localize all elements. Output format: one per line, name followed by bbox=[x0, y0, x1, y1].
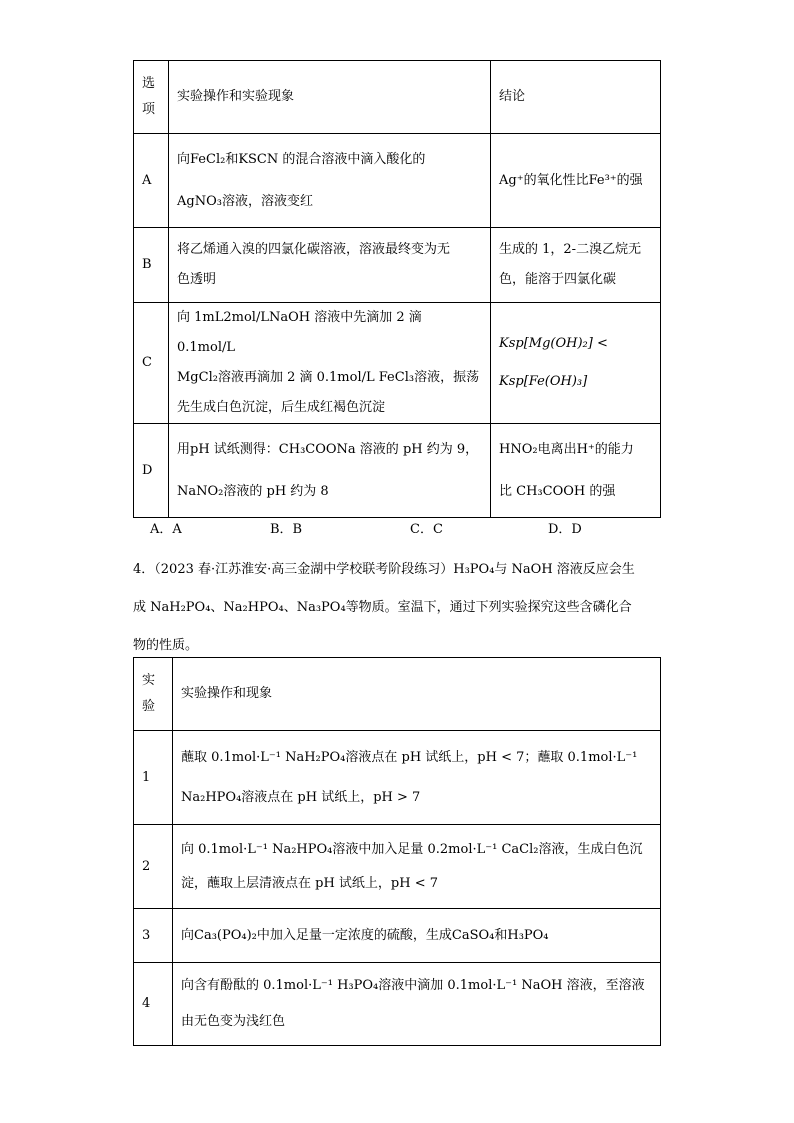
row-operation: 向 0.1mol·L⁻¹ Na₂HPO₄溶液中加入足量 0.2mol·L⁻¹ CaCl₂溶液，生成白色沉 淀，蘸取上层清液点在 pH 试纸上，pH < 7 bbox=[173, 825, 661, 909]
row-conclusion: 生成的 1，2-二溴乙烷无 色，能溶于四氯化碳 bbox=[491, 228, 661, 303]
header-option: 选项 bbox=[134, 61, 169, 134]
row-label: 4 bbox=[134, 963, 173, 1046]
row-label: 2 bbox=[134, 825, 173, 909]
table-row bbox=[134, 424, 661, 518]
header-operation: 实验操作和实验现象 bbox=[169, 61, 491, 134]
table-row bbox=[134, 963, 661, 1046]
row-label: 3 bbox=[134, 909, 173, 963]
experiment-table-1 bbox=[133, 60, 661, 518]
option-b[interactable]: B．B bbox=[270, 522, 303, 537]
option-d[interactable]: D．D bbox=[548, 522, 582, 537]
row-operation: 向Ca₃(PO₄)₂中加入足量一定浓度的硫酸，生成CaSO₄和H₃PO₄ bbox=[173, 909, 661, 963]
experiment-table-2 bbox=[133, 657, 661, 1046]
row-operation: 向含有酚酞的 0.1mol·L⁻¹ H₃PO₄溶液中滴加 0.1mol·L⁻¹ NaOH 溶液，至溶液 由无色变为浅红色 bbox=[173, 963, 661, 1046]
table-row bbox=[134, 228, 661, 303]
row-label: C bbox=[134, 303, 169, 424]
table-row bbox=[134, 134, 661, 228]
row-conclusion: Ag⁺的氧化性比Fe³⁺的强 bbox=[491, 134, 661, 228]
table-header-row bbox=[134, 61, 661, 134]
option-c[interactable]: C．C bbox=[410, 522, 443, 537]
row-operation: 向FeCl₂和KSCN 的混合溶液中滴入酸化的 AgNO₃溶液，溶液变红 bbox=[169, 134, 491, 228]
row-operation: 将乙烯通入溴的四氯化碳溶液，溶液最终变为无 色透明 bbox=[169, 228, 491, 303]
table-row bbox=[134, 731, 661, 825]
header-operation: 实验操作和现象 bbox=[173, 658, 661, 731]
table-row bbox=[134, 909, 661, 963]
header-conclusion: 结论 bbox=[491, 61, 661, 134]
question-4-stem: 4．（2023 春·江苏淮安·高三金湖中学校联考阶段练习）H₃PO₄与 NaOH 溶液反应会生 成 NaH₂PO₄、Na₂HPO₄、Na₃PO₄等物质。室温下，通过下列实验探究这些含磷化合 物的性质。 bbox=[133, 562, 635, 653]
row-conclusion: Ksp[Mg(OH)₂] < Ksp[Fe(OH)₃] bbox=[491, 303, 661, 424]
row-operation: 向 1mL2mol/LNaOH 溶液中先滴加 2 滴 0.1mol/L MgCl₂溶液再滴加 2 滴 0.1mol/L FeCl₃溶液，振荡 先生成白色沉淀，后生成红褐色沉淀 bbox=[169, 303, 491, 424]
option-a[interactable]: A．A bbox=[150, 522, 182, 537]
row-label: 1 bbox=[134, 731, 173, 825]
row-operation: 用pH 试纸测得：CH₃COONa 溶液的 pH 约为 9， NaNO₂溶液的 pH 约为 8 bbox=[169, 424, 491, 518]
table-row bbox=[134, 303, 661, 424]
row-label: D bbox=[134, 424, 169, 518]
row-conclusion: HNO₂电离出H⁺的能力 比 CH₃COOH 的强 bbox=[491, 424, 661, 518]
table-header-row bbox=[134, 658, 661, 731]
row-label: A bbox=[134, 134, 169, 228]
table-row bbox=[134, 825, 661, 909]
row-operation: 蘸取 0.1mol·L⁻¹ NaH₂PO₄溶液点在 pH 试纸上，pH < 7；蘸取 0.1mol·L⁻¹ Na₂HPO₄溶液点在 pH 试纸上，pH > 7 bbox=[173, 731, 661, 825]
header-experiment: 实验 bbox=[134, 658, 173, 731]
row-label: B bbox=[134, 228, 169, 303]
